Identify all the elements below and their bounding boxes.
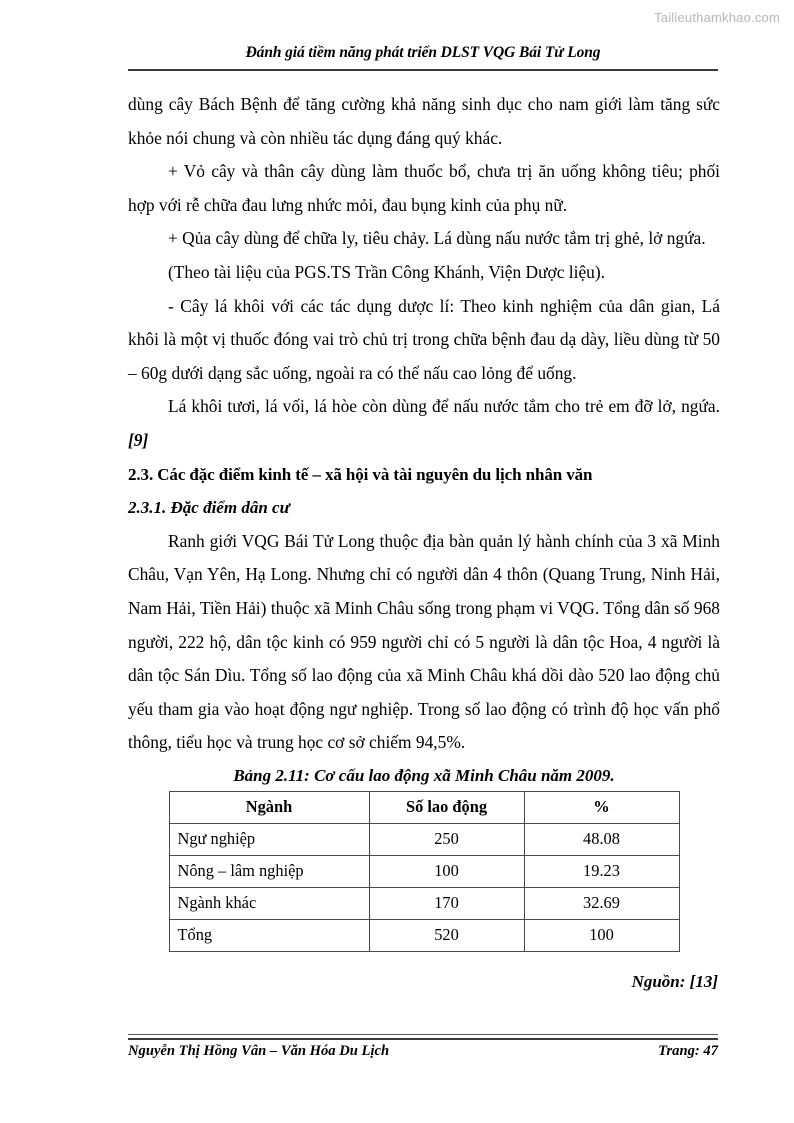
watermark-text: Tailieuthamkhao.com (654, 10, 780, 25)
cell-percent: 48.08 (524, 823, 679, 855)
cell-percent: 100 (524, 919, 679, 951)
table-caption: Bảng 2.11: Cơ cấu lao động xã Minh Châu năm 2009. (233, 765, 615, 785)
paragraph-3: + Qủa cây dùng để chữa ly, tiêu chảy. Lá dùng nấu nước tắm trị ghẻ, lở ngứa. (168, 228, 706, 249)
table-header-row (169, 791, 679, 823)
paragraph-7: Ranh giới VQG Bái Tử Long thuộc địa bàn quản lý hành chính của 3 xã Minh Châu, Vạn Yên, Hạ Long. Nhưng chỉ có người dân 4 thôn (Quang Trung, Ninh Hải, Nam Hải, Tiền Hải) thuộc xã Minh Châu sống trong phạm vi VQG. Tổng dân số 968 người, 222 hộ, dân tộc kinh có 959 người chỉ có 5 người là dân tộc Hoa, 4 người là dân tộc Sán Dìu. Tổng số lao động của xã Minh Châu khá dồi dào 520 lao động chủ yếu tham gia vào hoạt động ngư nghiệp. Trong số lao động có trình độ học vấn phổ thông, tiểu học và trung học cơ sở chiếm 94,5%. (128, 530, 720, 753)
footer-author: Nguyễn Thị Hồng Vân – Văn Hóa Du Lịch (128, 1043, 390, 1059)
footer-page-number: Trang: 47 (658, 1043, 718, 1059)
running-header-divider (128, 69, 718, 71)
cell-workers: 170 (369, 887, 524, 919)
cell-category: Nông – lâm nghiệp (169, 855, 369, 887)
reference-marker-9: [9] (128, 429, 149, 450)
paragraph-1: dùng cây Bách Bệnh để tăng cường khả năng sinh dục cho nam giới làm tăng sức khỏe nói chung và còn nhiều tác dụng đáng quý khác. (128, 94, 720, 148)
column-header-percent: % (524, 791, 679, 823)
cell-category: Ngành khác (169, 887, 369, 919)
table-source-note: Nguồn: [13] (631, 971, 718, 991)
paragraph-2: + Vỏ cây và thân cây dùng làm thuốc bổ, chưa trị ăn uống không tiêu; phối hợp với rễ chữa đau lưng nhức mỏi, đau bụng kinh của phụ nữ. (128, 161, 720, 215)
cell-category: Tổng (169, 919, 369, 951)
table-row (169, 919, 679, 951)
paragraph-4: (Theo tài liệu của PGS.TS Trần Công Khánh, Viện Dược liệu). (168, 261, 605, 282)
cell-percent: 32.69 (524, 887, 679, 919)
paragraph-6 (128, 390, 720, 457)
cell-workers: 100 (369, 855, 524, 887)
column-header-industry: Ngành (169, 791, 369, 823)
cell-workers: 250 (369, 823, 524, 855)
page-footer (128, 1043, 718, 1060)
cell-category: Ngư nghiệp (169, 823, 369, 855)
document-body (128, 88, 720, 992)
paragraph-5: - Cây lá khôi với các tác dụng dược lí: Theo kinh nghiệm của dân gian, Lá khôi là một vị thuốc đóng vai trò chủ trị trong chữa bệnh đau dạ dày, liều dùng từ 50 – 60g dưới dạng sắc uống, ngoài ra có thể nấu cao lỏng để uống. (128, 295, 720, 383)
cell-percent: 19.23 (524, 855, 679, 887)
subsection-heading-2-3-1: 2.3.1. Đặc điểm dân cư (128, 498, 290, 518)
table-row (169, 855, 679, 887)
table-container (128, 791, 720, 952)
footer-divider (128, 1034, 718, 1040)
cell-workers: 520 (369, 919, 524, 951)
section-heading-2-3: 2.3. Các đặc điểm kinh tế – xã hội và tài nguyên du lịch nhân văn (128, 464, 593, 484)
table-row (169, 887, 679, 919)
table-row (169, 823, 679, 855)
labor-structure-table (169, 791, 680, 952)
running-header-title: Đánh giá tiềm năng phát triển DLST VQG Bái Tử Long (245, 44, 601, 61)
paragraph-6-text: Lá khôi tươi, lá vối, lá hòe còn dùng để nấu nước tắm cho trẻ em đỡ lở, ngứa. (168, 396, 720, 417)
column-header-workers: Số lao động (369, 791, 524, 823)
